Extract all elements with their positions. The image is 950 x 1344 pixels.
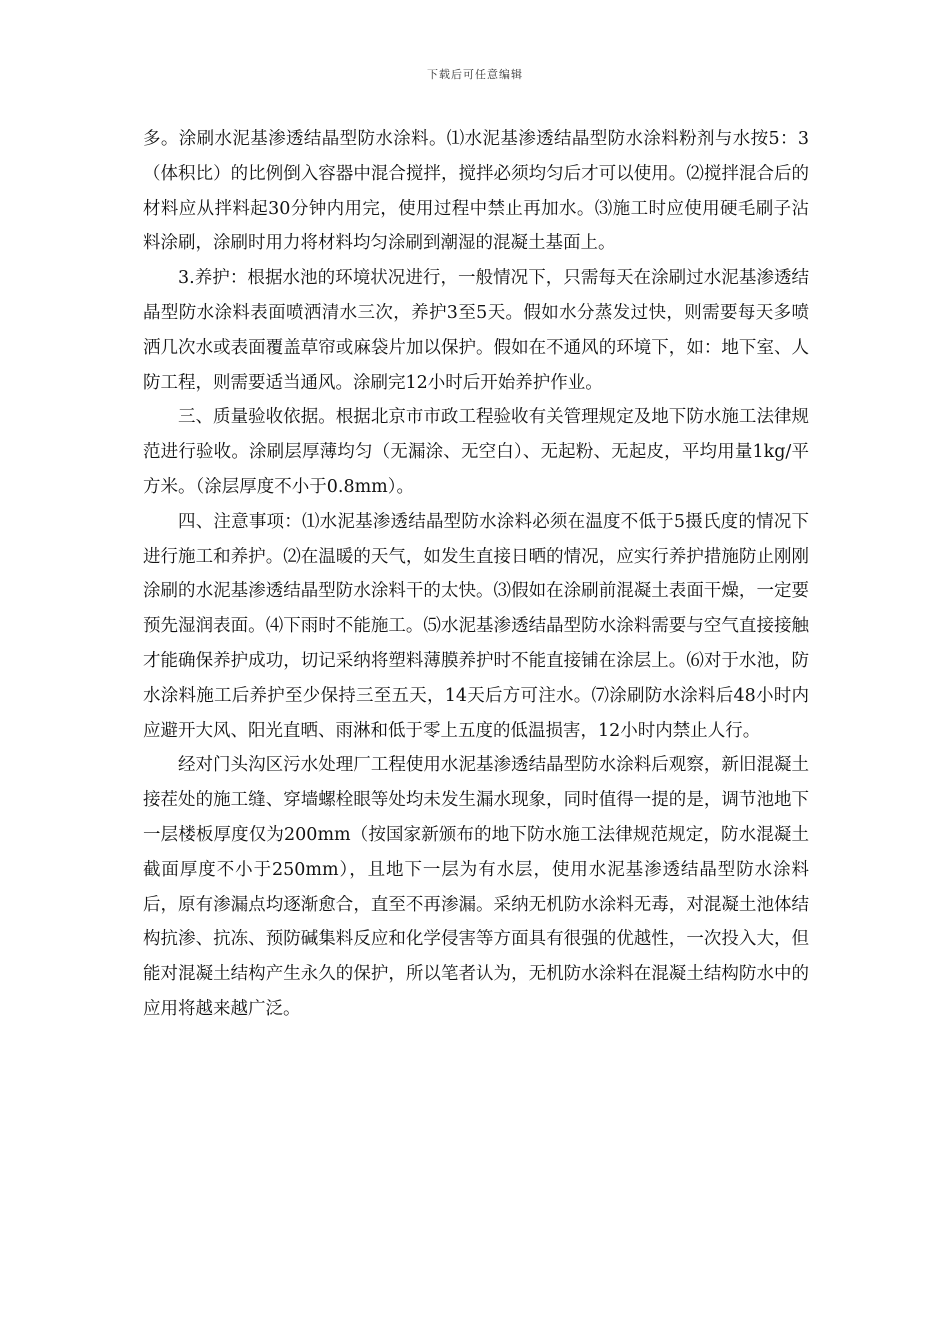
paragraph-quality-acceptance: 三、质量验收依据。根据北京市市政工程验收有关管理规定及地下防水施工法律规范进行验收。涂刷层厚薄均匀（无漏涂、无空白）、无起粉、无起皮，平均用量1kg/平方米。（涂层厚度不小于0.8mm）。 (143, 407, 809, 497)
paragraph-precautions: 四、注意事项：⑴水泥基渗透结晶型防水涂料必须在温度不低于5摄氏度的情况下进行施工和养护。⑵在温暖的天气，如发生直接日晒的情况，应实行养护措施防止刚刚涂刷的水泥基渗透结晶型防水涂料干的太快。⑶假如在涂刷前混凝土表面干燥，一定要预先湿润表面。⑷下雨时不能施工。⑸水泥基渗透结晶型防水涂料需要与空气直接接触才能确保养护成功，切记采纳将塑料薄膜养护时不能直接铺在涂层上。⑹对于水池，防水涂料施工后养护至少保持三至五天，14天后方可注水。⑺涂刷防水涂料后48小时内应避开大风、阳光直晒、雨淋和低于零上五度的低温损害，12小时内禁止人行。 (143, 511, 809, 741)
paragraph-application: 多。涂刷水泥基渗透结晶型防水涂料。⑴水泥基渗透结晶型防水涂料粉剂与水按5：3（体积比）的比例倒入容器中混合搅拌，搅拌必须均匀后才可以使用。⑵搅拌混合后的材料应从拌料起30分钟内用完，使用过程中禁止再加水。⑶施工时应使用硬毛刷子沾料涂刷，涂刷时用力将材料均匀涂刷到潮湿的混凝土基面上。 (143, 129, 809, 254)
document-body (143, 122, 809, 1027)
paragraph-conclusion: 经对门头沟区污水处理厂工程使用水泥基渗透结晶型防水涂料后观察，新旧混凝土接茬处的施工缝、穿墙螺栓眼等处均未发生漏水现象，同时值得一提的是，调节池地下一层楼板厚度仅为200mm（按国家新颁布的地下防水施工法律规范规定，防水混凝土截面厚度不小于250mm），且地下一层为有水层，使用水泥基渗透结晶型防水涂料后，原有渗漏点均逐渐愈合，直至不再渗漏。采纳无机防水涂料无毒，对混凝土池体结构抗渗、抗冻、预防碱集料反应和化学侵害等方面具有很强的优越性，一次投入大，但能对混凝土结构产生永久的保护，所以笔者认为，无机防水涂料在混凝土结构防水中的应用将越来越广泛。 (143, 755, 809, 1019)
page-header: 下载后可任意编辑 (427, 68, 523, 81)
paragraph-curing: 3.养护：根据水池的环境状况进行，一般情况下，只需每天在涂刷过水泥基渗透结晶型防水涂料表面喷洒清水三次，养护3至5天。假如水分蒸发过快，则需要每天多喷洒几次水或表面覆盖草帘或麻袋片加以保护。假如在不通风的环境下，如：地下室、人防工程，则需要适当通风。涂刷完12小时后开始养护作业。 (143, 268, 809, 393)
